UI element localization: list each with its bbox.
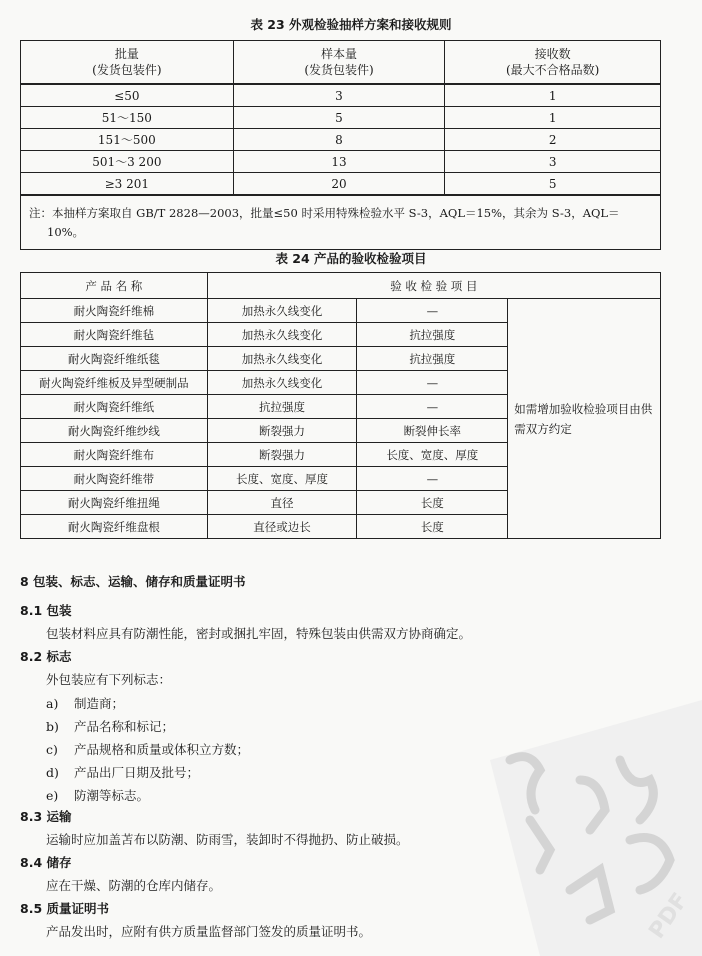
table-cell: 加热永久线变化 (207, 347, 357, 371)
section-8-3-title: 8.3 运输 (20, 809, 72, 824)
table-cell: — (357, 371, 508, 395)
table-cell: 耐火陶瓷纤维纱线 (21, 419, 208, 443)
svg-text:PDF: PDF (644, 888, 694, 944)
table24-header-cell: 验 收 检 验 项 目 (207, 273, 660, 299)
table-cell: 5 (233, 107, 445, 129)
list-item: d) 产品出厂日期及批号； (46, 765, 200, 780)
table-cell: 长度 (357, 491, 508, 515)
table-cell: — (357, 395, 508, 419)
section-8-4-text: 应在干燥、防潮的仓库内储存。 (46, 878, 222, 893)
table-cell: 断裂强力 (207, 419, 357, 443)
table-cell: — (357, 299, 508, 323)
table24-title: 表 24 产品的验收检验项目 (275, 251, 427, 266)
table-cell: 断裂伸长率 (357, 419, 508, 443)
table-cell: 2 (445, 129, 661, 151)
table23-note-row (21, 195, 661, 250)
table-cell: — (357, 467, 508, 491)
section-8-2-title: 8.2 标志 (20, 649, 72, 664)
table-cell: 耐火陶瓷纤维棉 (21, 299, 208, 323)
table-cell: 直径或边长 (207, 515, 357, 539)
table-cell: 1 (445, 107, 661, 129)
table-row (21, 173, 661, 196)
table23-note: 注：本抽样方案取自 GB/T 2828—2003，批量≤50 时采用特殊检验水平 S-3，AQL＝15%，其余为 S-3，AQL＝10%。 (21, 195, 661, 250)
table24-side-note: 如需增加验收检验项目由供需双方约定 (508, 299, 661, 539)
table-cell: 51～150 (21, 107, 234, 129)
table-cell: 抗拉强度 (207, 395, 357, 419)
table-cell: 抗拉强度 (357, 323, 508, 347)
table-cell: ≤50 (21, 84, 234, 107)
section-8-5-text: 产品发出时，应附有供方质量监督部门签发的质量证明书。 (46, 924, 372, 939)
table23-title: 表 23 外观检验抽样方案和接收规则 (250, 17, 452, 32)
table-cell: 加热永久线变化 (207, 323, 357, 347)
table23-header-row (21, 41, 661, 85)
table-cell: 3 (233, 84, 445, 107)
list-item: e) 防潮等标志。 (46, 788, 150, 803)
table-cell: 501～3 200 (21, 151, 234, 173)
table24-header-cell: 产 品 名 称 (21, 273, 208, 299)
table23-header-cell: 批量 (发货包装件) (21, 41, 234, 85)
table-cell: 加热永久线变化 (207, 371, 357, 395)
table-cell: 3 (445, 151, 661, 173)
table-cell: 20 (233, 173, 445, 196)
list-item: c) 产品规格和质量或体积立方数； (46, 742, 250, 757)
section-8-1-text: 包装材料应具有防潮性能，密封或捆扎牢固，特殊包装由供需双方协商确定。 (46, 626, 472, 641)
table-cell: 长度、宽度、厚度 (207, 467, 357, 491)
table-cell: 抗拉强度 (357, 347, 508, 371)
section-8-1-title: 8.1 包装 (20, 603, 72, 618)
watermark-seal-icon (470, 700, 702, 956)
table23-header-cell: 接收数 (最大不合格品数) (445, 41, 661, 85)
table-cell: 耐火陶瓷纤维纸毯 (21, 347, 208, 371)
table-row (21, 299, 661, 323)
table-cell: 耐火陶瓷纤维扭绳 (21, 491, 208, 515)
table-cell: 耐火陶瓷纤维带 (21, 467, 208, 491)
section-8-2-text: 外包装应有下列标志： (46, 672, 172, 687)
table24-header-row (21, 273, 661, 299)
list-item: b) 产品名称和标记； (46, 719, 175, 734)
table-row (21, 151, 661, 173)
section-8-3-text: 运输时应加盖苫布以防潮、防雨雪，装卸时不得抛扔、防止破损。 (46, 832, 409, 847)
table-cell: 耐火陶瓷纤维纸 (21, 395, 208, 419)
table-cell: 13 (233, 151, 445, 173)
list-item: a) 制造商； (46, 696, 125, 711)
table-cell: ≥3 201 (21, 173, 234, 196)
table-cell: 151～500 (21, 129, 234, 151)
table-cell: 耐火陶瓷纤维板及异型硬制品 (21, 371, 208, 395)
table-cell: 加热永久线变化 (207, 299, 357, 323)
table23-header-cell: 样本量 (发货包装件) (233, 41, 445, 85)
table-cell: 1 (445, 84, 661, 107)
table-cell: 断裂强力 (207, 443, 357, 467)
table-cell: 5 (445, 173, 661, 196)
table-cell: 耐火陶瓷纤维盘根 (21, 515, 208, 539)
table-row (21, 84, 661, 107)
table-row (21, 107, 661, 129)
table24 (20, 272, 661, 539)
table-row (21, 129, 661, 151)
table-cell: 耐火陶瓷纤维毡 (21, 323, 208, 347)
section-8-5-title: 8.5 质量证明书 (20, 901, 109, 916)
table-cell: 耐火陶瓷纤维布 (21, 443, 208, 467)
table-cell: 直径 (207, 491, 357, 515)
table-cell: 长度 (357, 515, 508, 539)
table23 (20, 40, 661, 250)
section-8-4-title: 8.4 储存 (20, 855, 72, 870)
table-cell: 长度、宽度、厚度 (357, 443, 508, 467)
section-8-heading: 8 包装、标志、运输、储存和质量证明书 (20, 574, 246, 589)
table-cell: 8 (233, 129, 445, 151)
